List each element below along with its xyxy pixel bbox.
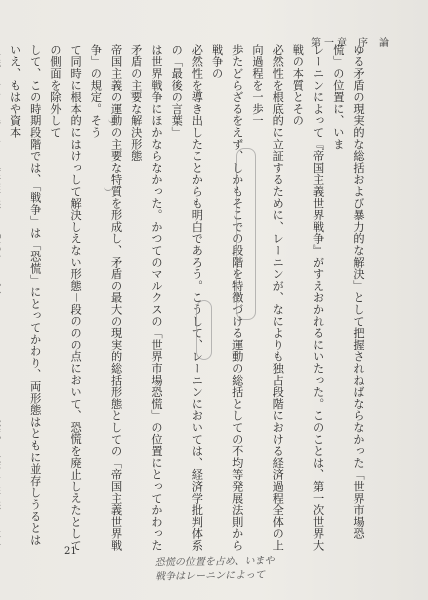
text-column	[0, 44, 4, 554]
text-column: 必然性を導き出したことからも明白であろう。こうして、レーニンにおいては、経済学批判体系の「最後の言葉」	[170, 44, 204, 552]
handwritten-line: 戦争はレーニンによって	[155, 569, 266, 583]
pencil-box-annotation	[196, 300, 212, 360]
handwritten-line: 恐慌の位置を占め、いまや	[154, 555, 275, 569]
text-column: て同時に根本的にはけっして解決しえない形態－段ののの点において、恐慌を廃止しえたとしての側面を除外して	[48, 44, 83, 552]
pencil-box-annotation	[236, 148, 256, 320]
text-column: 歩たどらざるをえず、しかもそこでの段階を特徴づける運動の総括としての不均等発展法則から戦争の	[210, 44, 244, 552]
page-number: 21	[64, 546, 77, 557]
text-column: 帝国主義の運動の主要な特質を形成し、矛盾の最大の現実的総括形態としての「帝国主義世界戦争」の規定。そう	[89, 44, 123, 552]
subsection-label: 論	[379, 38, 392, 49]
text-column: は世界戦争にほかならなかった。かつてのマルクスの「世界市場恐慌」の位置にとってかわった矛盾の主要な解決形態	[129, 44, 163, 552]
handwritten-note	[155, 553, 345, 584]
section-label: 序	[358, 38, 371, 49]
text-column: 必然性を根底的に立証するために、レーニンが、なによりも独占段階における経済過程全体の上向過程を一歩一	[250, 44, 285, 552]
text-column: レーニンによって『帝国主義世界戦争』がすえおかれるにいたった。このことは、第一次世界大戦の本質とその	[291, 44, 325, 552]
text-column: して、この時期段階では、「戦争」は「恐慌」にとってかわり、両形態はともに並存しうるとはいえ、もはや資本	[8, 44, 42, 546]
vertical-text-body	[8, 44, 368, 554]
text-column: ゆる矛盾の現実的な総括および暴力的な解決」として把握されねばならなかった「世界市場恐慌」の位置に、いま	[331, 44, 365, 540]
chapter-label: 第一章	[311, 38, 350, 49]
